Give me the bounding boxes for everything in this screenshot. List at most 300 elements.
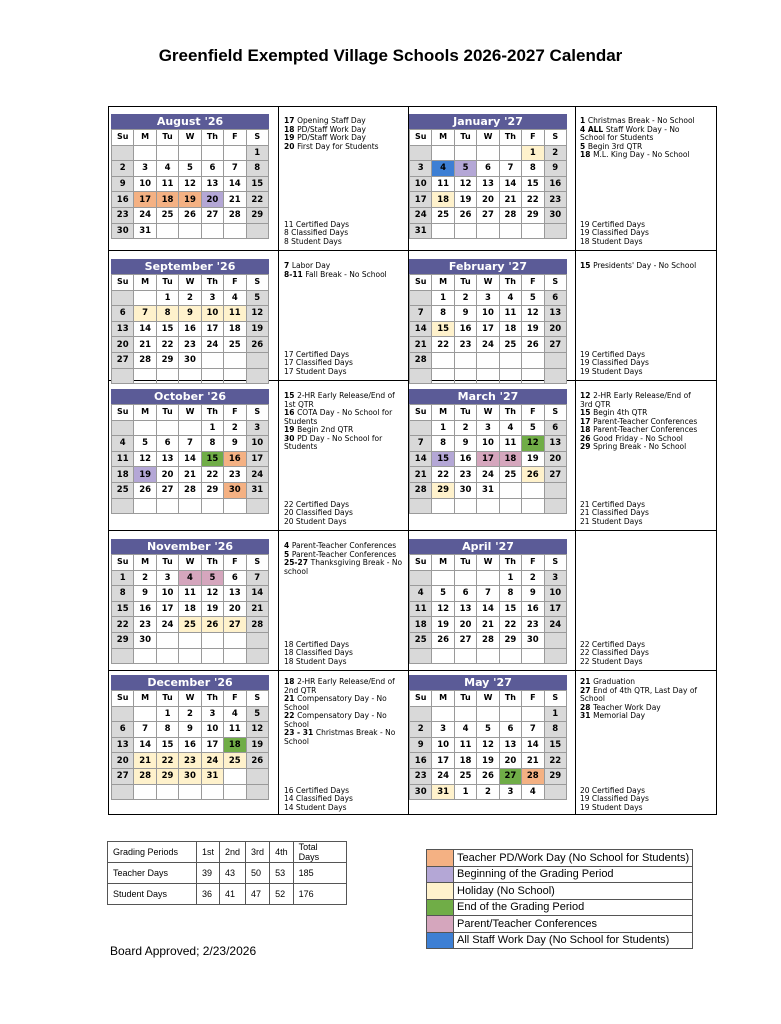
day-cell: 4 <box>499 420 521 436</box>
day-cell: 20 <box>224 601 246 617</box>
day-cell: 2 <box>477 784 499 800</box>
month-day-grid <box>111 554 269 664</box>
day-cell <box>156 145 178 161</box>
day-cell <box>134 290 156 306</box>
day-cell: 24 <box>246 467 268 483</box>
day-cell: 8 <box>544 722 566 738</box>
weekday-label: W <box>477 405 499 421</box>
day-cell: 2 <box>454 420 476 436</box>
day-count-line: 19 Classified Days <box>580 794 649 803</box>
day-cell: 29 <box>112 632 134 648</box>
weekday-header-row <box>410 405 567 421</box>
week-row <box>410 482 567 498</box>
day-count-line: 19 Classified Days <box>580 228 649 237</box>
page-title: Greenfield Exempted Village Schools 2026-2027 Calendar <box>158 46 623 65</box>
event-text: Fall Break - No School <box>305 269 387 279</box>
day-cell: 17 <box>246 451 268 467</box>
day-count-line: 19 Student Days <box>580 366 643 376</box>
grading-cell: 36 <box>197 884 220 905</box>
day-cell: 29 <box>156 352 178 368</box>
day-cell <box>246 352 268 368</box>
weekday-label: F <box>522 130 544 146</box>
month-day-grid <box>409 404 567 514</box>
weekday-label: F <box>522 405 544 421</box>
legend-row <box>427 883 693 900</box>
day-cell: 15 <box>201 451 223 467</box>
day-cell <box>156 223 178 239</box>
day-cell: 24 <box>432 768 454 784</box>
day-cell: 7 <box>410 436 432 452</box>
day-cell <box>224 145 246 161</box>
day-cell: 17 <box>477 321 499 337</box>
day-cell: 1 <box>246 145 268 161</box>
day-cell: 26 <box>432 632 454 648</box>
day-cell: 21 <box>246 601 268 617</box>
event-date: 20 <box>284 141 298 151</box>
day-cell <box>454 648 476 664</box>
event-note <box>284 729 406 746</box>
weekday-label: Th <box>201 691 223 707</box>
day-count-line: 8 Classified Days <box>284 228 349 237</box>
week-row <box>112 737 269 753</box>
day-cell: 10 <box>134 176 156 192</box>
day-cell <box>477 498 499 514</box>
day-cell: 29 <box>499 632 521 648</box>
day-cell: 6 <box>477 161 499 177</box>
day-cell: 24 <box>134 207 156 223</box>
weekday-label: S <box>544 555 566 571</box>
weekday-label: M <box>432 275 454 291</box>
day-cell <box>544 223 566 239</box>
day-count-line: 21 Classified Days <box>580 508 649 517</box>
month-calendar <box>409 389 567 514</box>
day-cell: 25 <box>454 768 476 784</box>
day-cell: 22 <box>201 467 223 483</box>
day-cell <box>201 784 223 800</box>
day-cell <box>544 352 566 368</box>
day-cell: 12 <box>201 586 223 602</box>
day-cell: 2 <box>454 290 476 306</box>
day-cell <box>224 784 246 800</box>
weekday-label: Su <box>410 275 432 291</box>
weekday-label: F <box>224 275 246 291</box>
day-cell <box>112 145 134 161</box>
day-cell: 29 <box>432 482 454 498</box>
month-calendar <box>409 259 567 384</box>
day-cell: 24 <box>410 207 432 223</box>
day-cell: 21 <box>522 753 544 769</box>
day-cell <box>112 368 134 384</box>
weekday-header-row <box>112 275 269 291</box>
weekday-label: Su <box>112 555 134 571</box>
week-row <box>112 784 269 800</box>
day-cell <box>477 706 499 722</box>
week-row <box>112 337 269 353</box>
weekday-label: Su <box>112 275 134 291</box>
day-cell: 22 <box>522 192 544 208</box>
grading-cell: Teacher Days <box>108 863 197 884</box>
day-cell: 11 <box>499 436 521 452</box>
day-cell: 2 <box>179 290 201 306</box>
event-text: 2-HR Early Release/End of 1st QTR <box>284 391 395 409</box>
day-cell: 25 <box>112 482 134 498</box>
day-cell: 13 <box>477 176 499 192</box>
day-count-line: 17 Classified Days <box>284 358 353 367</box>
day-cell: 15 <box>432 321 454 337</box>
day-cell: 13 <box>499 737 521 753</box>
event-date: 8-11 <box>284 269 306 279</box>
weekday-label: M <box>134 405 156 421</box>
day-cell: 24 <box>477 337 499 353</box>
event-text: Presidents' Day - No School <box>593 261 697 270</box>
legend-swatch <box>427 866 454 883</box>
day-cell: 7 <box>224 161 246 177</box>
week-row <box>112 306 269 322</box>
weekday-label: Tu <box>156 555 178 571</box>
day-cell: 17 <box>410 192 432 208</box>
week-row <box>112 586 269 602</box>
day-cell <box>432 223 454 239</box>
weekday-label: Th <box>201 555 223 571</box>
day-cell: 19 <box>454 192 476 208</box>
day-cell: 16 <box>522 601 544 617</box>
day-cell: 23 <box>134 617 156 633</box>
day-count-line: 19 Classified Days <box>580 358 649 367</box>
day-counts <box>284 787 406 813</box>
day-cell <box>499 368 521 384</box>
event-note <box>284 435 406 452</box>
day-cell: 23 <box>454 337 476 353</box>
day-cell <box>522 706 544 722</box>
weekday-header-row <box>410 130 567 146</box>
legend-label: Teacher PD/Work Day (No School for Students) <box>454 850 693 867</box>
color-legend <box>426 849 693 949</box>
week-row <box>112 617 269 633</box>
day-cell: 21 <box>134 337 156 353</box>
day-cell: 24 <box>201 753 223 769</box>
day-cell: 3 <box>477 420 499 436</box>
day-cell: 24 <box>544 617 566 633</box>
day-cell: 30 <box>179 768 201 784</box>
month-calendar <box>111 114 269 239</box>
day-cell: 9 <box>134 586 156 602</box>
day-cell: 15 <box>156 737 178 753</box>
day-cell: 7 <box>134 306 156 322</box>
day-cell: 24 <box>201 337 223 353</box>
row-divider <box>109 530 716 531</box>
day-cell: 14 <box>522 737 544 753</box>
day-cell: 3 <box>201 706 223 722</box>
day-cell: 13 <box>112 321 134 337</box>
week-row <box>112 601 269 617</box>
day-cell <box>134 368 156 384</box>
day-cell: 5 <box>522 420 544 436</box>
day-cell: 28 <box>134 352 156 368</box>
week-row <box>112 722 269 738</box>
month-notes <box>284 678 406 812</box>
day-cell <box>410 498 432 514</box>
day-cell <box>134 784 156 800</box>
event-date: 19 <box>284 133 298 142</box>
day-cell <box>224 498 246 514</box>
day-cell: 5 <box>179 161 201 177</box>
day-count-line: 18 Student Days <box>284 656 347 666</box>
event-text: M.L. King Day - No School <box>593 150 690 159</box>
event-date: 21 <box>580 677 594 686</box>
day-cell: 24 <box>477 467 499 483</box>
event-text: 2-HR Early Release/End of 3rd QTR <box>580 391 691 409</box>
day-cell: 7 <box>410 306 432 322</box>
day-count-line: 14 Classified Days <box>284 794 353 803</box>
day-cell: 10 <box>246 436 268 452</box>
day-cell: 8 <box>246 161 268 177</box>
legend-row <box>427 916 693 933</box>
day-cell: 3 <box>134 161 156 177</box>
month-notes <box>284 392 406 526</box>
day-cell <box>477 648 499 664</box>
day-cell <box>477 145 499 161</box>
day-cell: 27 <box>454 632 476 648</box>
day-cell <box>179 648 201 664</box>
day-cell: 9 <box>224 436 246 452</box>
week-row <box>112 207 269 223</box>
day-cell: 18 <box>410 617 432 633</box>
day-cell: 22 <box>432 467 454 483</box>
day-cell: 15 <box>246 176 268 192</box>
day-cell: 13 <box>156 451 178 467</box>
event-text: Compensatory Day - No School <box>284 694 387 712</box>
day-cell <box>246 784 268 800</box>
day-cell <box>246 648 268 664</box>
month-title: April '27 <box>409 539 567 554</box>
legend-label: Parent/Teacher Conferences <box>454 916 693 933</box>
weekday-label: Tu <box>454 691 476 707</box>
day-cell <box>499 145 521 161</box>
day-cell: 19 <box>134 467 156 483</box>
day-cell: 1 <box>432 290 454 306</box>
week-row <box>112 753 269 769</box>
day-count-line: 22 Student Days <box>580 656 643 666</box>
month-title: February '27 <box>409 259 567 274</box>
day-cell: 25 <box>499 467 521 483</box>
weekday-label: F <box>224 130 246 146</box>
day-cell: 8 <box>432 436 454 452</box>
day-cell: 27 <box>544 467 566 483</box>
week-row <box>112 706 269 722</box>
weekday-header-row <box>410 691 567 707</box>
day-cell: 19 <box>522 321 544 337</box>
day-cell <box>179 145 201 161</box>
day-cell: 19 <box>179 192 201 208</box>
day-cell: 1 <box>156 290 178 306</box>
day-cell <box>432 706 454 722</box>
day-cell: 10 <box>432 737 454 753</box>
day-cell: 14 <box>179 451 201 467</box>
month-day-grid <box>409 274 567 384</box>
event-note <box>284 559 406 576</box>
event-date: 12 <box>580 391 594 400</box>
day-cell: 1 <box>112 570 134 586</box>
day-cell <box>112 648 134 664</box>
day-cell <box>224 632 246 648</box>
day-cell: 17 <box>477 451 499 467</box>
day-counts <box>580 351 702 377</box>
week-row <box>410 145 567 161</box>
week-row <box>410 420 567 436</box>
day-cell: 27 <box>499 768 521 784</box>
day-cell <box>499 648 521 664</box>
day-cell <box>499 352 521 368</box>
day-cell: 17 <box>201 737 223 753</box>
day-cell: 14 <box>246 586 268 602</box>
day-cell <box>432 352 454 368</box>
day-cell <box>156 632 178 648</box>
day-cell: 7 <box>246 570 268 586</box>
day-cell: 5 <box>432 586 454 602</box>
day-cell <box>179 420 201 436</box>
day-cell: 30 <box>544 207 566 223</box>
grading-header: 4th <box>270 842 294 863</box>
day-counts <box>580 221 702 247</box>
legend-row <box>427 866 693 883</box>
week-row <box>410 498 567 514</box>
day-cell <box>224 648 246 664</box>
day-cell <box>432 368 454 384</box>
weekday-label: S <box>246 130 268 146</box>
day-cell: 23 <box>522 617 544 633</box>
day-cell: 22 <box>544 753 566 769</box>
weekday-label: W <box>179 691 201 707</box>
weekday-header-row <box>112 555 269 571</box>
week-row <box>410 321 567 337</box>
day-cell <box>432 570 454 586</box>
day-cell: 16 <box>454 451 476 467</box>
day-cell: 13 <box>112 737 134 753</box>
weekday-label: Th <box>201 405 223 421</box>
day-count-line: 20 Student Days <box>284 516 347 526</box>
day-cell: 11 <box>454 737 476 753</box>
day-cell: 28 <box>477 632 499 648</box>
event-note <box>580 151 702 160</box>
day-cell: 15 <box>156 321 178 337</box>
weekday-label: M <box>432 555 454 571</box>
day-cell: 31 <box>410 223 432 239</box>
day-cell: 23 <box>179 753 201 769</box>
day-cell: 25 <box>224 753 246 769</box>
event-text: Spring Break - No School <box>593 442 687 451</box>
weekday-label: Tu <box>156 405 178 421</box>
grading-cell: Student Days <box>108 884 197 905</box>
month-title: November '26 <box>111 539 269 554</box>
month-day-grid <box>409 554 567 664</box>
day-cell <box>477 368 499 384</box>
day-cell: 15 <box>522 176 544 192</box>
grading-periods-table <box>107 841 347 905</box>
day-cell <box>544 482 566 498</box>
day-cell: 8 <box>522 161 544 177</box>
week-row <box>410 737 567 753</box>
day-cell: 28 <box>179 482 201 498</box>
day-cell: 25 <box>156 207 178 223</box>
day-cell: 18 <box>432 192 454 208</box>
day-cell <box>410 706 432 722</box>
day-cell: 16 <box>179 321 201 337</box>
event-text: End of 4th QTR, Last Day of School <box>580 685 698 703</box>
row-divider <box>109 250 716 251</box>
weekday-label: S <box>544 130 566 146</box>
weekday-label: F <box>224 405 246 421</box>
week-row <box>410 207 567 223</box>
week-row <box>410 570 567 586</box>
day-cell: 17 <box>201 321 223 337</box>
weekday-label: W <box>477 275 499 291</box>
day-cell: 18 <box>112 467 134 483</box>
event-date: 25-27 <box>284 558 311 567</box>
day-cell: 31 <box>246 482 268 498</box>
day-cell: 6 <box>156 436 178 452</box>
weekday-label: Th <box>499 275 521 291</box>
day-cell: 22 <box>112 617 134 633</box>
day-cell: 11 <box>499 306 521 322</box>
day-cell: 27 <box>224 617 246 633</box>
day-cell: 6 <box>544 420 566 436</box>
event-text: Begin 4th QTR <box>593 408 648 417</box>
event-note <box>284 695 406 712</box>
day-cell: 14 <box>224 176 246 192</box>
day-cell: 4 <box>156 161 178 177</box>
event-note <box>284 678 406 695</box>
month-calendar <box>409 114 567 239</box>
month-title: October '26 <box>111 389 269 404</box>
day-cell <box>454 368 476 384</box>
event-text: Parent-Teacher Conferences <box>593 416 698 426</box>
day-cell: 14 <box>410 451 432 467</box>
day-cell <box>544 498 566 514</box>
day-cell: 5 <box>246 290 268 306</box>
month-notes <box>580 262 702 376</box>
day-cell: 26 <box>201 617 223 633</box>
day-cell: 4 <box>499 290 521 306</box>
week-row <box>112 632 269 648</box>
month-calendar <box>111 389 269 514</box>
day-cell: 6 <box>224 570 246 586</box>
grading-cell: 185 <box>293 863 346 884</box>
day-cell: 23 <box>112 207 134 223</box>
event-date: 23 - 31 <box>284 728 316 737</box>
weekday-label: S <box>246 405 268 421</box>
day-cell: 14 <box>134 321 156 337</box>
day-cell <box>454 352 476 368</box>
day-cell: 12 <box>179 176 201 192</box>
day-cell: 4 <box>224 290 246 306</box>
day-cell: 9 <box>112 176 134 192</box>
day-cell <box>544 784 566 800</box>
day-cell: 3 <box>477 290 499 306</box>
day-count-line: 14 Student Days <box>284 802 347 812</box>
day-cell: 5 <box>246 706 268 722</box>
weekday-label: M <box>134 275 156 291</box>
day-cell: 27 <box>544 337 566 353</box>
day-cell <box>246 368 268 384</box>
day-cell: 23 <box>410 768 432 784</box>
day-cell: 13 <box>544 306 566 322</box>
day-cell: 21 <box>410 337 432 353</box>
day-cell: 3 <box>156 570 178 586</box>
event-text: Parent-Teacher Conferences <box>291 549 397 559</box>
weekday-label: Tu <box>454 405 476 421</box>
weekday-label: Su <box>112 405 134 421</box>
weekday-label: F <box>522 691 544 707</box>
